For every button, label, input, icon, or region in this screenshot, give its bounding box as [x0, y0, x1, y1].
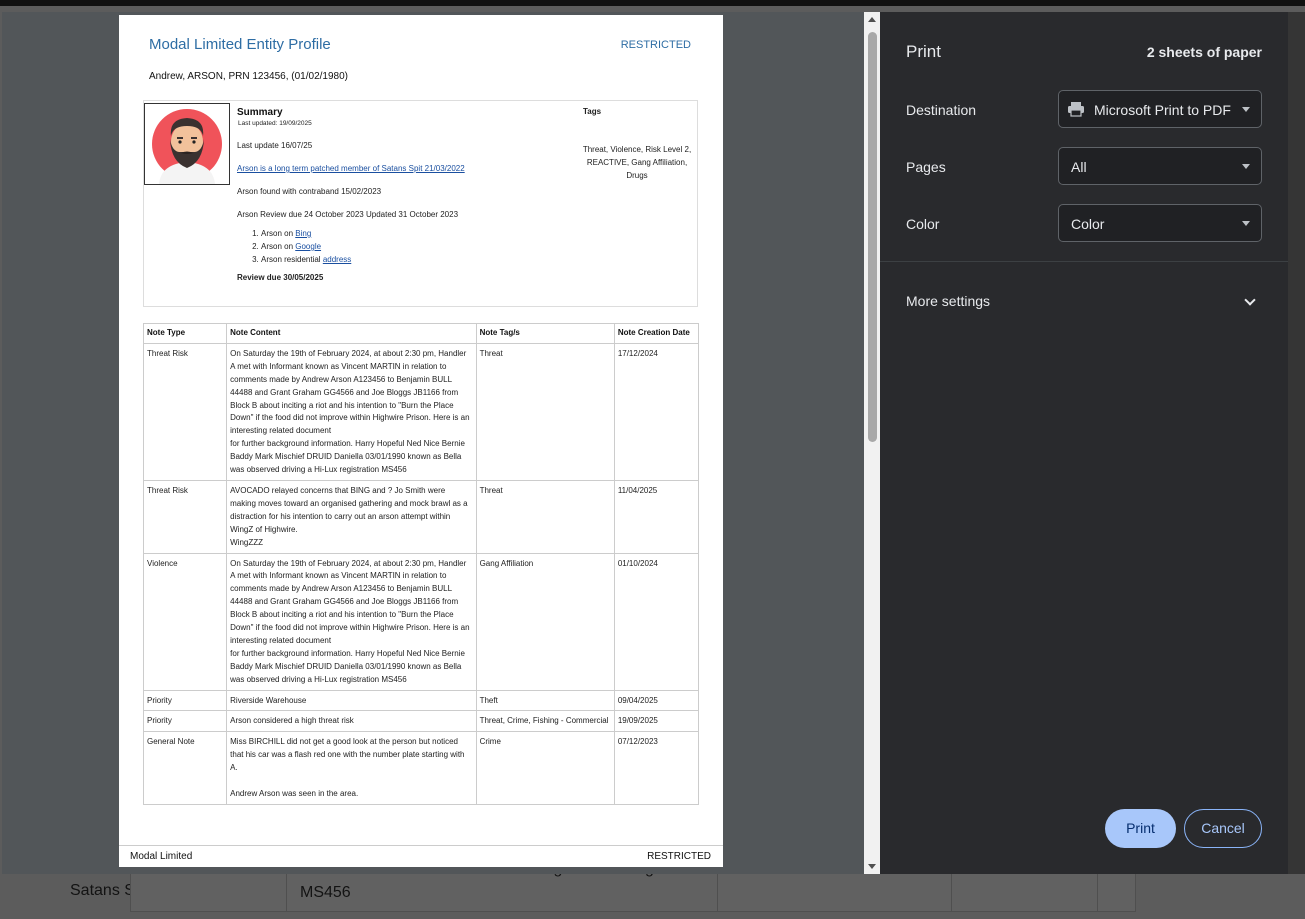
print-preview[interactable] — [2, 12, 864, 874]
table-row — [144, 690, 699, 711]
note-content: On Saturday the 19th of February 2024, at about 2:30 pm, Handler A met with Informant known as Vincent MARTIN in relation to comments made by Andrew Arson A123456 to Benjamin BULL 44488 and Grant Graham GG4566 and Joe Bloggs JB1166 from Block B about inciting a riot and his intention to "Burn the Place Down" if the food did not improve within Highwire Prison. Here is an interesting related document for further background information. Harry Hopeful Ned Nice Bernie Baddy Mark Mischief DRUID Daniella 03/01/1990 known as Bella was observed driving a Hi-Lux registration MS456 — [227, 553, 476, 690]
pages-value: All — [1071, 159, 1087, 175]
google-link[interactable]: Google — [295, 242, 322, 251]
note-date: 01/10/2024 — [614, 553, 698, 690]
chevron-down-icon[interactable] — [1244, 294, 1255, 305]
list-item: 3. Arson residential address — [261, 255, 577, 264]
print-button[interactable]: Print — [1105, 809, 1176, 848]
classification-label: RESTRICTED — [620, 39, 691, 51]
more-settings-toggle[interactable]: More settings — [906, 293, 991, 309]
column-header: Note Type — [144, 324, 227, 344]
tags-heading: Tags — [583, 107, 602, 116]
footer-classification: RESTRICTED — [647, 851, 711, 862]
chevron-down-icon — [1242, 164, 1250, 169]
note-tags: Gang Affiliation — [476, 553, 614, 690]
pages-label: Pages — [906, 159, 946, 175]
preview-scrollbar[interactable] — [864, 12, 880, 874]
scrollbar-thumb[interactable] — [868, 32, 877, 442]
table-header-row — [144, 324, 699, 344]
document-title: Modal Limited Entity Profile — [149, 36, 331, 53]
print-settings-panel — [880, 12, 1288, 874]
table-row — [144, 732, 699, 805]
print-dialog — [2, 12, 1288, 874]
preview-page — [119, 15, 723, 867]
pages-select[interactable] — [1058, 147, 1262, 185]
scroll-down-icon[interactable] — [868, 864, 876, 869]
destination-value: Microsoft Print to PDF — [1094, 102, 1231, 118]
note-date: 09/04/2025 — [614, 690, 698, 711]
summary-last-updated: Last updated: 19/09/2025 — [238, 120, 312, 127]
review-due: Review due 30/05/2025 — [237, 273, 324, 282]
scroll-up-icon[interactable] — [868, 17, 876, 22]
avatar — [144, 103, 230, 185]
footer-company: Modal Limited — [130, 851, 193, 862]
note-type: General Note — [144, 732, 227, 805]
summary-list — [237, 229, 577, 264]
color-label: Color — [906, 216, 940, 232]
summary-heading: Summary — [237, 107, 283, 118]
note-tags: Threat, Crime, Fishing - Commercial — [476, 711, 614, 732]
note-type: Threat Risk — [144, 480, 227, 553]
summary-line: Arson Review due 24 October 2023 Updated 31 October 2023 — [237, 210, 459, 219]
color-value: Color — [1071, 216, 1105, 232]
list-item: 2. Arson on Google — [261, 242, 577, 251]
table-row — [144, 711, 699, 732]
color-select[interactable] — [1058, 204, 1262, 242]
note-tags: Threat — [476, 480, 614, 553]
tags-column — [576, 107, 698, 182]
note-date: 19/09/2025 — [614, 711, 698, 732]
note-tags: Crime — [476, 732, 614, 805]
note-content: Arson considered a high threat risk — [227, 711, 476, 732]
note-tags: Theft — [476, 690, 614, 711]
cancel-button[interactable]: Cancel — [1184, 809, 1262, 848]
address-link[interactable]: address — [322, 255, 352, 264]
summary-link[interactable]: Arson is a long term patched member of Satans Spit 21/03/2022 — [237, 164, 465, 173]
note-type: Priority — [144, 690, 227, 711]
summary-section — [143, 100, 698, 307]
note-content: Miss BIRCHILL did not get a good look at the person but noticed that his car was a flash red one with the number plate starting with A. Andrew Arson was seen in the area. — [227, 732, 476, 805]
chevron-down-icon — [1242, 107, 1250, 112]
sheet-count: 2 sheets of paper — [1146, 44, 1262, 60]
page-footer — [119, 845, 723, 867]
note-content: On Saturday the 19th of February 2024, at about 2:30 pm, Handler A met with Informant known as Vincent MARTIN in relation to comments made by Andrew Arson A123456 to Benjamin BULL 44488 and Grant Graham GG4566 and Joe Bloggs JB1166 from Block B about inciting a riot and his intention to "Burn the Place Down" if the food did not improve within Highwire Prison. Here is an interesting related document for further background information. Harry Hopeful Ned Nice Bernie Baddy Mark Mischief DRUID Daniella 03/01/1990 known as Bella was observed driving a Hi-Lux registration MS456 — [227, 343, 476, 480]
destination-select[interactable] — [1058, 90, 1262, 128]
subject-line: Andrew, ARSON, PRN 123456, (01/02/1980) — [149, 71, 349, 82]
table-row — [144, 343, 699, 480]
note-tags: Threat — [476, 343, 614, 480]
note-type: Threat Risk — [144, 343, 227, 480]
table-row — [144, 553, 699, 690]
column-header: Note Tag/s — [476, 324, 614, 344]
column-header: Note Creation Date — [614, 324, 698, 344]
note-date: 07/12/2023 — [614, 732, 698, 805]
list-item: 1. Arson on Bing — [261, 229, 577, 238]
note-date: 17/12/2024 — [614, 343, 698, 480]
divider — [880, 261, 1288, 262]
destination-label: Destination — [906, 102, 977, 118]
note-content: Riverside Warehouse — [227, 690, 476, 711]
bing-link[interactable]: Bing — [295, 229, 312, 238]
summary-line: Last update 16/07/25 — [237, 141, 313, 150]
notes-table — [143, 323, 699, 805]
tags-value: Threat, Violence, Risk Level 2, REACTIVE, Gang Affiliation, Drugs — [582, 145, 692, 180]
column-header: Note Content — [227, 324, 476, 344]
chevron-down-icon — [1242, 221, 1250, 226]
printer-icon — [1067, 101, 1085, 117]
table-row — [144, 480, 699, 553]
background-edge — [1288, 12, 1305, 874]
print-title: Print — [906, 42, 941, 61]
note-content: AVOCADO relayed concerns that BING and ? Jo Smith were making moves toward an organised gathering and mock brawl as a distraction for his intention to carry out an arson attempt within WingZ of Highwire. WingZZZ — [227, 480, 476, 553]
summary-line: Arson found with contraband 15/02/2023 — [237, 187, 382, 196]
summary-column — [237, 107, 577, 282]
note-type: Violence — [144, 553, 227, 690]
note-date: 11/04/2025 — [614, 480, 698, 553]
note-type: Priority — [144, 711, 227, 732]
